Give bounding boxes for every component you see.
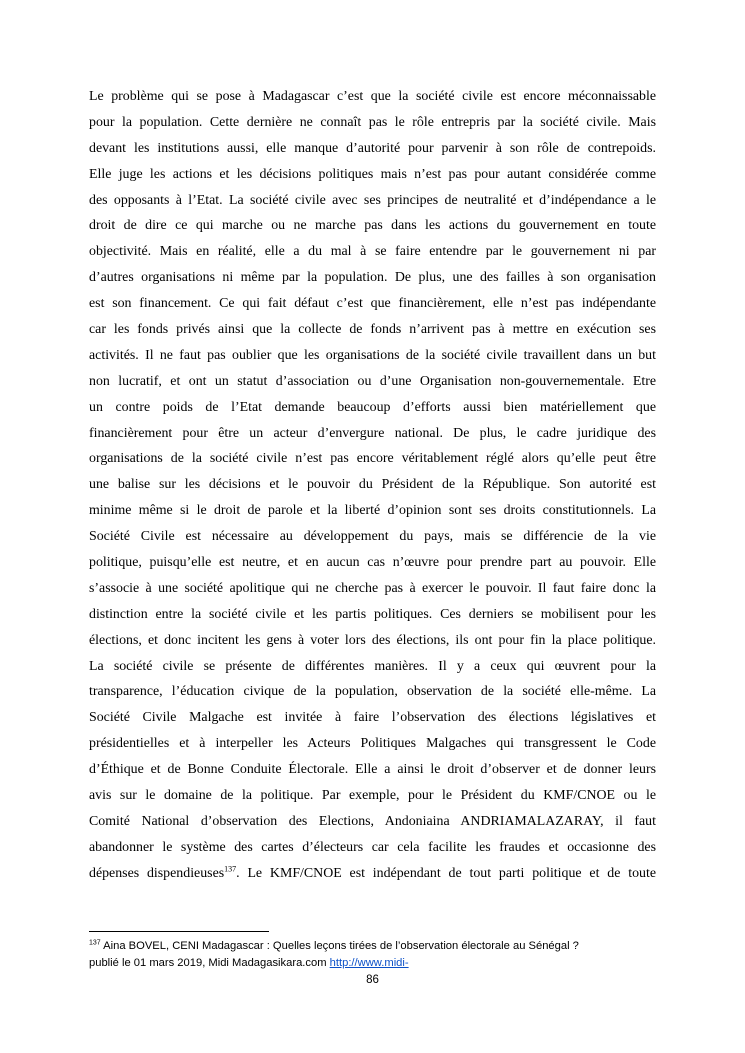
text-line: présidentielles et à interpeller les Acteurs Politiques Malgaches qui transgressent le Code — [89, 736, 656, 752]
text-line: car les fonds privés ainsi que la collecte de fonds n’arrivent pas à mettre en exécution ses — [89, 322, 656, 338]
text-line: Société Civile est nécessaire au développement du pays, mais se différencie de la vie — [89, 529, 656, 545]
text-line: des opposants à l’Etat. La société civile avec ses principes de neutralité et d’indépendance a le — [89, 192, 656, 208]
footnote-reference[interactable]: 137 — [224, 864, 237, 874]
text-line: non lucratif, et ont un statut d’association ou d’une Organisation non-gouvernementale. Etre — [89, 373, 656, 389]
text-line: un contre poids de l’Etat demande beaucoup d’efforts aussi bien matériellement que — [89, 399, 656, 415]
text-line: droit de dire ce qui marche ou ne marche pas dans les actions du gouvernement en toute — [89, 218, 656, 234]
text-line: avis sur le domaine de la politique. Par exemple, pour le Président du KMF/CNOE ou le — [89, 788, 656, 804]
footnote-citation: Aina BOVEL, CENI Madagascar : Quelles leçons tirées de l’observation électorale au Sénégal ? — [100, 940, 579, 952]
text-line: d’autres organisations ni même par la population. De plus, une des failles à son organisation — [89, 270, 656, 286]
page-number: 86 — [366, 974, 379, 986]
text-line: une balise sur les décisions et le pouvoir du Président de la République. Son autorité est — [89, 477, 656, 493]
text-line: Elle juge les actions et les décisions politiques mais n’est pas pour autant considérée comme — [89, 166, 656, 182]
text-after-footnote-ref: . Le KMF/CNOE est indépendant de tout parti politique et de toute — [236, 865, 656, 881]
body-paragraph — [89, 84, 656, 887]
text-line: minime même si le droit de parole et la liberté d’opinion sont ses droits constitutionnels. La — [89, 503, 656, 519]
text-line: La société civile se présente de différentes manières. Il y a ceux qui œuvrent pour la — [89, 658, 656, 674]
text-line: objectivité. Mais en réalité, elle a du mal à se faire entendre par le gouvernement ni par — [89, 244, 656, 260]
footnote — [89, 938, 656, 972]
footnote-separator — [89, 931, 269, 932]
text-line: d’Éthique et de Bonne Conduite Électorale. Elle a ainsi le droit d’observer et de donner leurs — [89, 762, 656, 778]
text-before-footnote-ref: dépenses dispendieuses — [89, 865, 225, 881]
text-line: transparence, l’éducation civique de la population, observation de la société elle-même. La — [89, 684, 656, 700]
footnote-number: 137 — [89, 939, 101, 947]
text-line: politique, puisqu’elle est neutre, et en aucun cas n’œuvre pour prendre part au pouvoir. Elle — [89, 555, 656, 571]
text-line: devant les institutions aussi, elle manque d’autorité pour parvenir à son rôle de contrepoids. — [89, 140, 656, 156]
text-line: Société Civile Malgache est invitée à faire l’observation des élections législatives et — [89, 710, 656, 726]
text-line: est son financement. Ce qui fait défaut c’est que financièrement, elle n’est pas indépendante — [89, 296, 656, 312]
text-line: élections, et donc incitent les gens à voter lors des élections, ils ont pour fin la place politique. — [89, 632, 656, 648]
text-line: Le problème qui se pose à Madagascar c’est que la société civile est encore méconnaissable — [89, 89, 656, 104]
text-line: financièrement pour être un acteur d’envergure national. De plus, le cadre juridique des — [89, 425, 656, 441]
text-line: s’associe à une société apolitique qui ne cherche pas à exercer le pouvoir. Il faut faire donc la — [89, 580, 656, 596]
text-line: pour la population. Cette dernière ne connaît pas le rôle entrepris par la société civile. Mais — [89, 114, 656, 130]
text-line-last — [89, 861, 656, 887]
text-line: abandonner le système des cartes d’électeurs car cela facilite les fraudes et occasionne des — [89, 839, 656, 855]
text-line: organisations de la société civile n’est pas encore véritablement réglé alors qu’elle peut être — [89, 451, 656, 467]
footnote-link[interactable]: http://www.midi- — [329, 957, 409, 969]
text-line: activités. Il ne faut pas oublier que les organisations de la société civile travaillent dans un but — [89, 347, 656, 363]
footnote-line-2 — [89, 955, 656, 972]
footnote-line-1 — [89, 938, 656, 955]
text-line: distinction entre la société civile et les partis politiques. Ces derniers se mobilisent pour les — [89, 606, 656, 622]
footnote-publication: publié le 01 mars 2019, Midi Madagasikara.com — [89, 957, 330, 969]
text-line: Comité National d’observation des Elections, Andoniaina ANDRIAMALAZARAY, il faut — [89, 813, 656, 829]
